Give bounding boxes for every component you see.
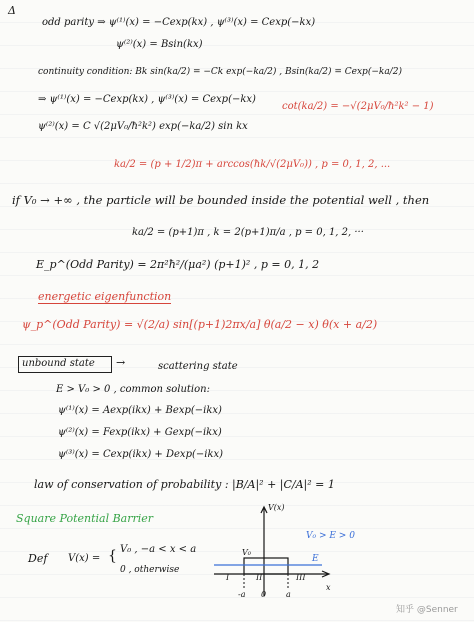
scattering-state-label: scattering state	[158, 361, 238, 372]
unbound-state-label: unbound state	[22, 358, 95, 369]
potential-equation-lhs: V(x) =	[68, 553, 101, 564]
psi3-general: ψ⁽³⁾(x) = Cexp(ikx) + Dexp(−ikx)	[58, 449, 224, 460]
probability-conservation-line: law of conservation of probability : |B/A|² + |C/A|² = 1	[34, 478, 335, 491]
potential-case-outside: 0 , otherwise	[120, 565, 180, 575]
potential-barrier-graph	[210, 502, 470, 612]
potential-case-inside: V₀ , −a < x < a	[120, 544, 197, 555]
energy-levels: E_p^(Odd Parity) = 2π²ħ²/(μa²) (p+1)² , p = 0, 1, 2	[36, 258, 320, 271]
energy-condition-label: V₀ > E > 0	[306, 531, 355, 541]
arrow-icon: →	[116, 356, 126, 369]
definition-label: Def	[28, 552, 48, 565]
tick-label-a: a	[286, 590, 291, 599]
square-potential-barrier-heading: Square Potential Barrier	[16, 512, 154, 525]
implied-solution-line: ⇒ ψ⁽¹⁾(x) = −Cexp(kx) , ψ⁽³⁾(x) = Cexp(−kx)	[38, 94, 256, 105]
x-axis-label: x	[326, 583, 331, 592]
energy-condition-line: E > V₀ > 0 , common solution:	[56, 384, 210, 395]
v0-label: V₀	[242, 548, 251, 557]
psi2-line: ψ⁽²⁾(x) = Bsin(kx)	[116, 39, 203, 50]
psi1-general: ψ⁽¹⁾(x) = Aexp(ikx) + Bexp(−ikx)	[58, 405, 222, 416]
cot-relation: cot(ka/2) = −√(2μV₀/ħ²k² − 1)	[282, 101, 434, 112]
quantization-condition: ka/2 = (p + 1/2)π + arccos(ħk/√(2μV₀)) , p = 0, 1, 2, ...	[114, 159, 391, 170]
delta-mark: Δ	[8, 4, 16, 17]
barrier-rect	[244, 558, 288, 574]
eigenfunction-expression: ψ_p^(Odd Parity) = √(2/a) sin[(p+1)2πx/a] θ(a/2 − x) θ(x + a/2)	[22, 318, 378, 331]
tick-label-minus-a: -a	[238, 590, 246, 599]
region-label-2: II	[256, 573, 263, 582]
watermark: 知乎 @Senner	[396, 605, 458, 615]
k-quantization: ka/2 = (p+1)π , k = 2(p+1)π/a , p = 0, 1, 2, ···	[132, 227, 364, 238]
energetic-eigenfunction-heading: energetic eigenfunction	[38, 290, 172, 303]
odd-parity-line: odd parity ⇒ ψ⁽¹⁾(x) = −Cexp(kx) , ψ⁽³⁾(x) = Cexp(−kx)	[42, 17, 316, 28]
region-label-3: III	[296, 573, 306, 582]
infinite-well-statement: if V₀ → +∞ , the particle will be bounded inside the potential well , then	[12, 193, 430, 207]
psi2-expression: ψ⁽²⁾(x) = C √(2μV₀/ħ²k²) exp(−ka/2) sin kx	[38, 121, 248, 132]
y-axis-label: V(x)	[268, 503, 285, 512]
energy-label: E	[312, 554, 319, 564]
psi2-general: ψ⁽²⁾(x) = Fexp(ikx) + Gexp(−ikx)	[58, 427, 222, 438]
region-label-1: I	[226, 573, 230, 582]
brace-icon: {	[108, 548, 117, 564]
continuity-condition-line: continuity condition: Bk sin(ka/2) = −Ck exp(−ka/2) , Bsin(ka/2) = Cexp(−ka/2)	[38, 67, 402, 77]
tick-label-zero: 0	[261, 590, 267, 599]
